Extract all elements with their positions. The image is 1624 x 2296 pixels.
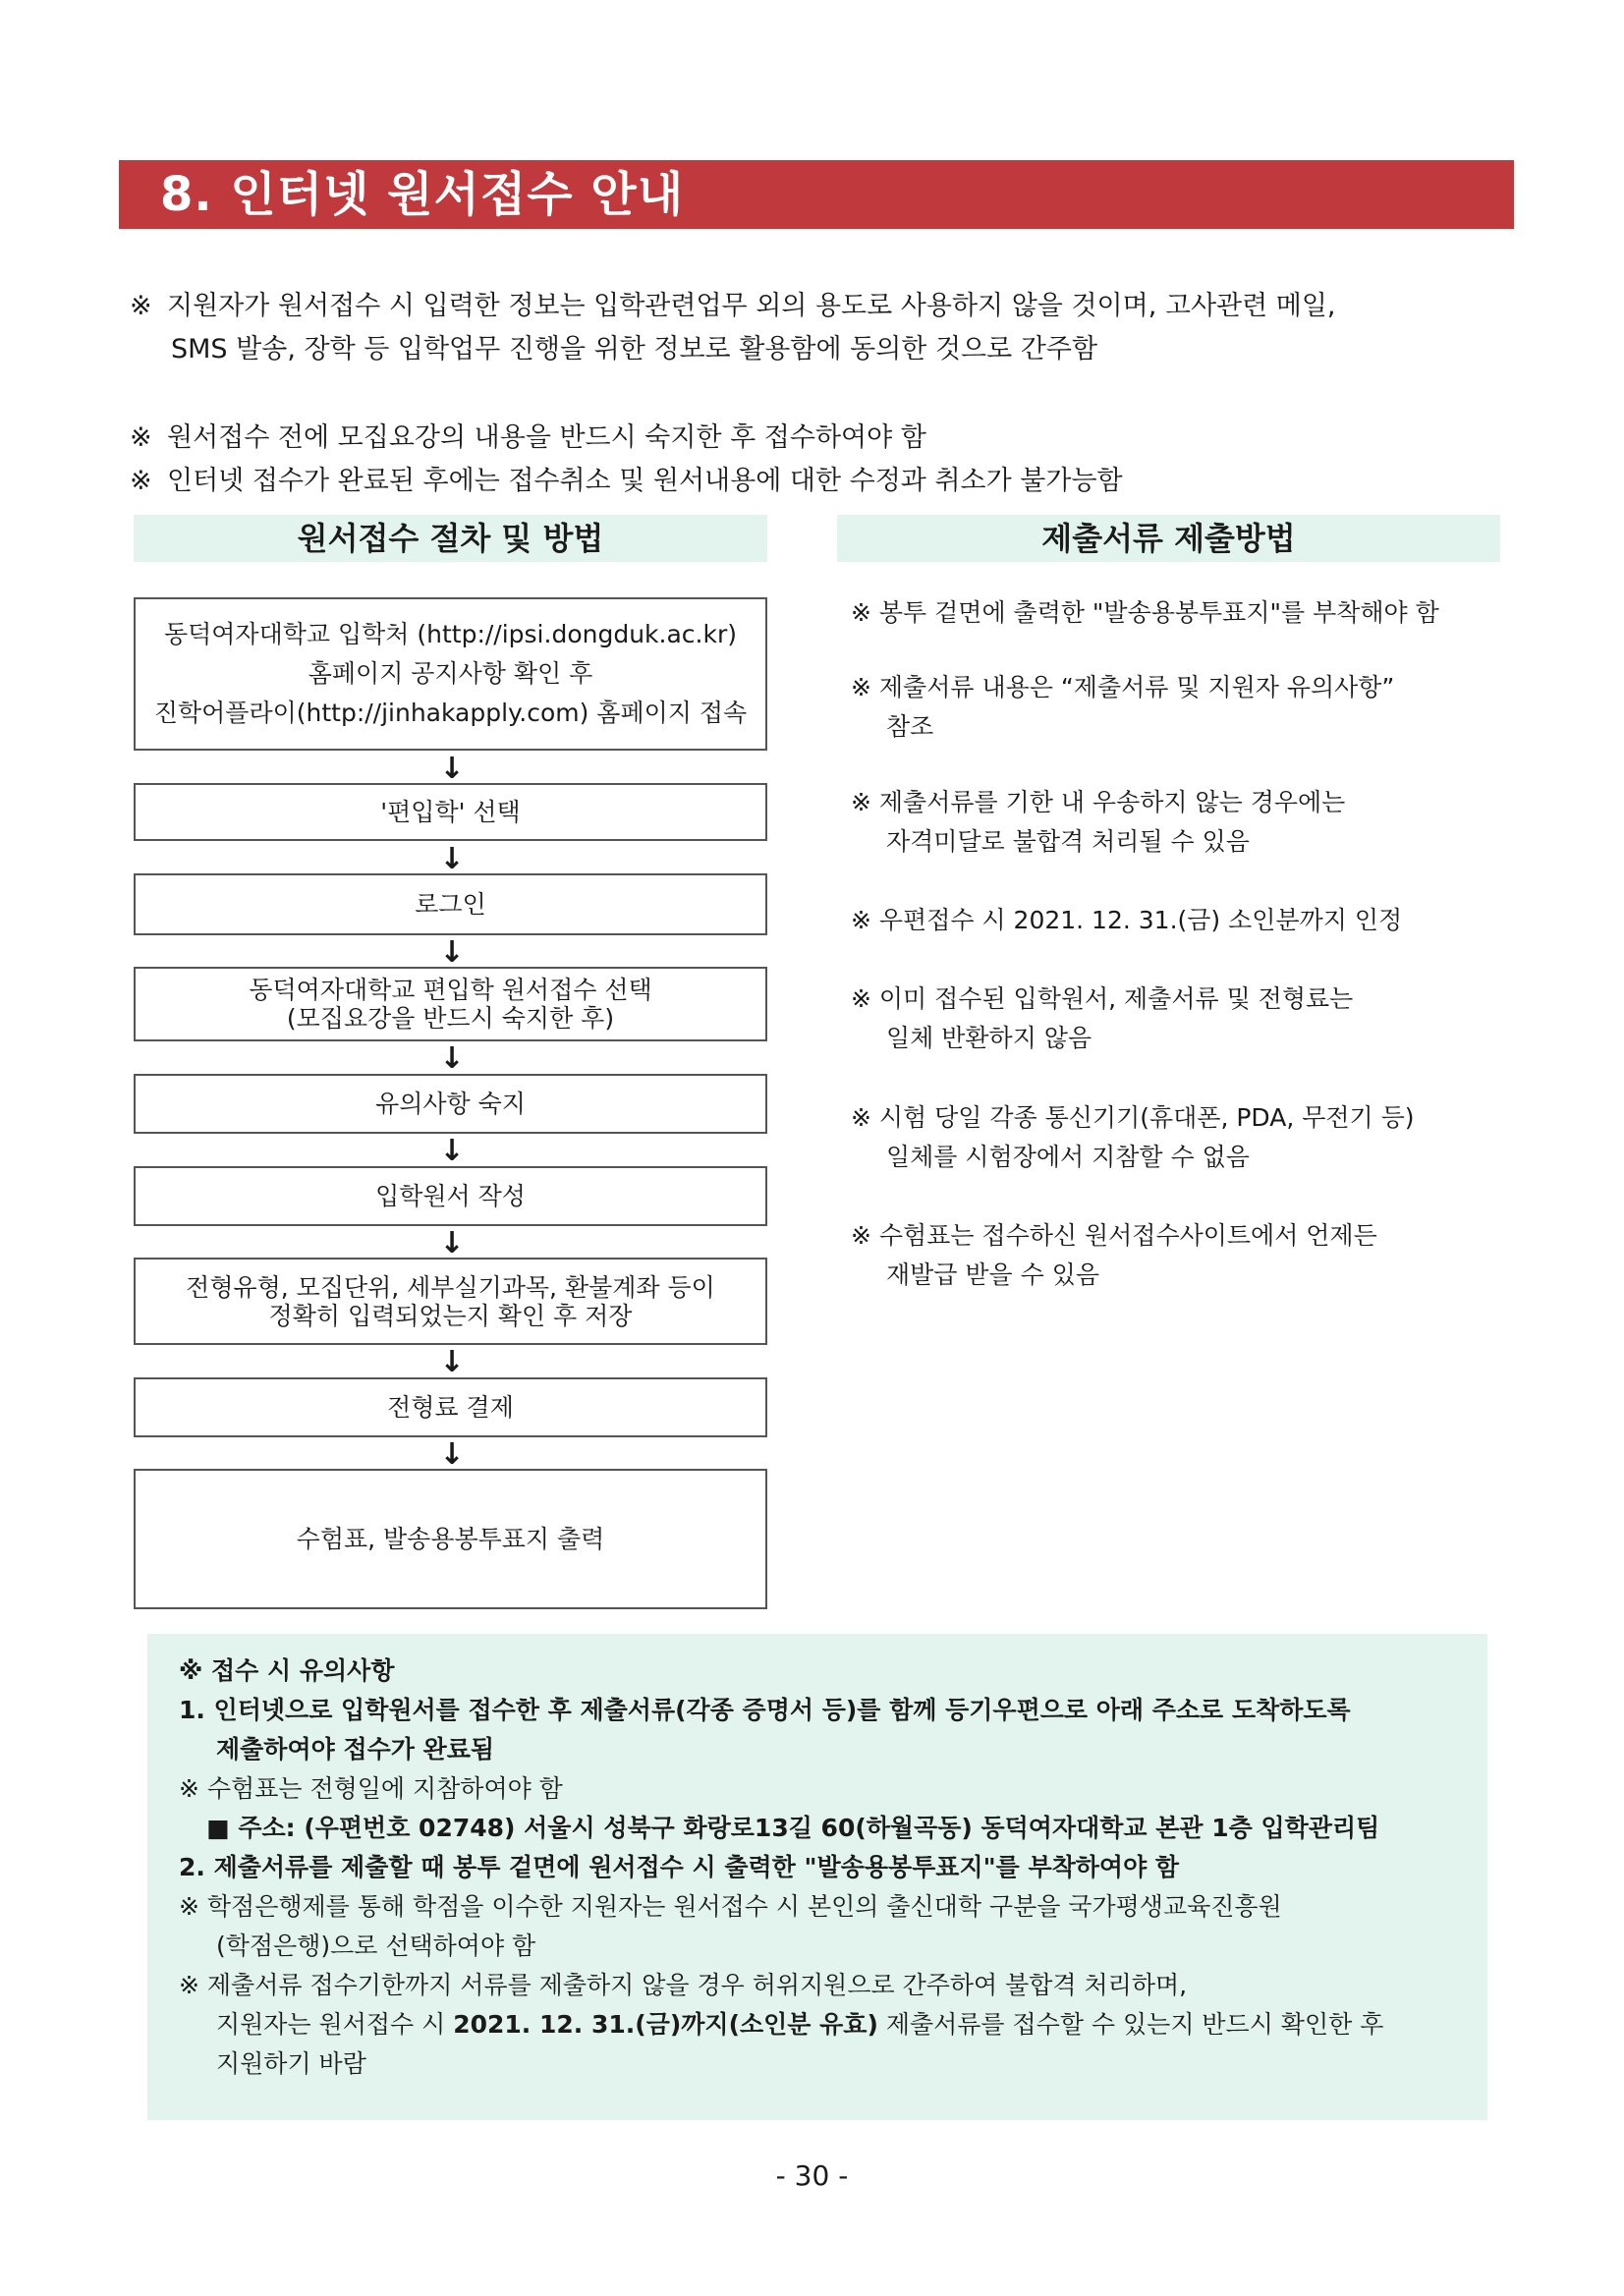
caution-box: [147, 1634, 1487, 2120]
caution-text: 제출서류를 접수할 수 있는지 반드시 확인한 후: [877, 2010, 1384, 2039]
note-mark: ※: [130, 466, 152, 496]
caution-item-2: 2. 제출서류를 제출할 때 봉투 겉면에 원서접수 시 출력한 "발송용봉투표지"를 부착하여야 함: [179, 1853, 1180, 1881]
caution-subnote-continued: (학점은행)으로 선택하여야 함: [216, 1932, 536, 1960]
caution-subnote: ※ 학점은행제를 통해 학점을 이수한 지원자는 원서접수 시 본인의 출신대학 구분을 국가평생교육진흥원: [179, 1892, 1282, 1921]
submission-note-2: [851, 668, 1499, 747]
caution-address: ■ 주소: (우편번호 02748) 서울시 성북구 화랑로13길 60(하월곡동) 동덕여자대학교 본관 1층 입학관리팀: [206, 1814, 1380, 1842]
step-line: 수험표, 발송용봉투표지 출력: [296, 1525, 605, 1553]
note-text: ※ 우편접수 시 2021. 12. 31.(금) 소인분까지 인정: [851, 906, 1403, 934]
submission-note-6: [851, 1098, 1499, 1177]
step-line: 유의사항 숙지: [375, 1090, 526, 1118]
caution-deadline: 2021. 12. 31.(금)까지(소인분 유효): [453, 2010, 878, 2039]
submission-note-3: [851, 783, 1499, 862]
section-title: 8. 인터넷 원서접수 안내: [119, 160, 1514, 229]
note-mark: ※: [130, 422, 152, 453]
submission-note-1: [851, 593, 1499, 633]
note-text-continued: 참조: [886, 712, 934, 741]
caution-text: 지원자는 원서접수 시: [216, 2010, 454, 2039]
intro-note-3: [130, 460, 1123, 503]
down-arrow-icon: ↓: [439, 752, 465, 786]
step-write-application: [134, 1166, 767, 1226]
page-number: - 30 -: [775, 2159, 849, 2192]
submission-header: 제출서류 제출방법: [837, 515, 1500, 562]
step-print-ticket: [134, 1469, 767, 1609]
caution-heading: ※ 접수 시 유의사항: [179, 1656, 395, 1685]
intro-note-2: [130, 417, 926, 460]
step-line: 입학원서 작성: [375, 1182, 526, 1210]
step-line: 정확히 입력되었는지 확인 후 저장: [268, 1301, 633, 1330]
step-select-transfer: [134, 783, 767, 841]
note-mark: ※: [130, 291, 152, 321]
step-pay-fee: [134, 1377, 767, 1437]
step-line: 로그인: [415, 890, 486, 919]
step-line: (모집요강을 반드시 숙지한 후): [286, 1004, 615, 1033]
note-text: ※ 제출서류를 기한 내 우송하지 않는 경우에는: [851, 788, 1346, 816]
note-text: ※ 시험 당일 각종 통신기기(휴대폰, PDA, 무전기 등): [851, 1103, 1415, 1132]
note-text-continued: 재발급 받을 수 있음: [886, 1260, 1100, 1289]
down-arrow-icon: ↓: [439, 1226, 465, 1260]
down-arrow-icon: ↓: [439, 1041, 465, 1076]
down-arrow-icon: ↓: [439, 935, 465, 970]
down-arrow-icon: ↓: [439, 1437, 465, 1472]
caution-item-1: 1. 인터넷으로 입학원서를 접수한 후 제출서류(각종 증명서 등)를 함께 등기우편으로 아래 주소로 도착하도록: [179, 1696, 1351, 1724]
step-select-application: [134, 967, 767, 1041]
note-text: ※ 봉투 겉면에 출력한 "발송용봉투표지"를 부착해야 함: [851, 598, 1439, 627]
note-text: 원서접수 전에 모집요강의 내용을 반드시 숙지한 후 접수하여야 함: [167, 422, 926, 453]
intro-note-1: [130, 285, 1336, 371]
caution-subnote-continued: 지원하기 바람: [216, 2049, 366, 2078]
procedure-header: 원서접수 절차 및 방법: [134, 515, 767, 562]
caution-subnote: ※ 수험표는 전형일에 지참하여야 함: [179, 1774, 563, 1803]
step-verify-and-save: [134, 1258, 767, 1345]
step-line: 진학어플라이(http://jinhakapply.com) 홈페이지 접속: [153, 699, 748, 727]
submission-note-7: [851, 1216, 1499, 1295]
step-line: '편입학' 선택: [380, 798, 521, 826]
step-access-website: [134, 597, 767, 751]
note-text-continued: 자격미달로 불합격 처리될 수 있음: [886, 827, 1250, 856]
submission-note-4: [851, 901, 1499, 940]
note-text: 지원자가 원서접수 시 입력한 정보는 입학관련업무 외의 용도로 사용하지 않을 것이며, 고사관련 메일,: [167, 291, 1336, 321]
note-text: ※ 이미 접수된 입학원서, 제출서류 및 전형료는: [851, 984, 1354, 1013]
step-line: 동덕여자대학교 편입학 원서접수 선택: [249, 976, 652, 1004]
step-line: 홈페이지 공지사항 확인 후: [308, 659, 593, 688]
note-text: ※ 수험표는 접수하신 원서접수사이트에서 언제든: [851, 1221, 1377, 1250]
note-text: 인터넷 접수가 완료된 후에는 접수취소 및 원서내용에 대한 수정과 취소가 불가능함: [167, 466, 1123, 496]
submission-note-5: [851, 980, 1499, 1058]
caution-item-1-continued: 제출하여야 접수가 완료됨: [216, 1735, 495, 1764]
note-text-continued: 일체 반환하지 않음: [886, 1024, 1092, 1052]
step-line: 전형료 결제: [387, 1393, 514, 1422]
down-arrow-icon: ↓: [439, 842, 465, 876]
note-text-continued: SMS 발송, 장학 등 입학업무 진행을 위한 정보로 활용함에 동의한 것으로 간주함: [171, 334, 1098, 364]
note-text-continued: 일체를 시험장에서 지참할 수 없음: [886, 1143, 1250, 1171]
down-arrow-icon: ↓: [439, 1345, 465, 1379]
caution-subnote: ※ 제출서류 접수기한까지 서류를 제출하지 않을 경우 허위지원으로 간주하여 불합격 처리하며,: [179, 1971, 1188, 1999]
step-line: 동덕여자대학교 입학처 (http://ipsi.dongduk.ac.kr): [163, 620, 737, 648]
note-text: ※ 제출서류 내용은 “제출서류 및 지원자 유의사항”: [851, 673, 1395, 701]
step-read-notices: [134, 1074, 767, 1134]
step-line: 전형유형, 모집단위, 세부실기과목, 환불계좌 등이: [186, 1272, 715, 1302]
caution-subnote-continued: [179, 2005, 1487, 2044]
down-arrow-icon: ↓: [439, 1134, 465, 1168]
step-login: [134, 873, 767, 935]
